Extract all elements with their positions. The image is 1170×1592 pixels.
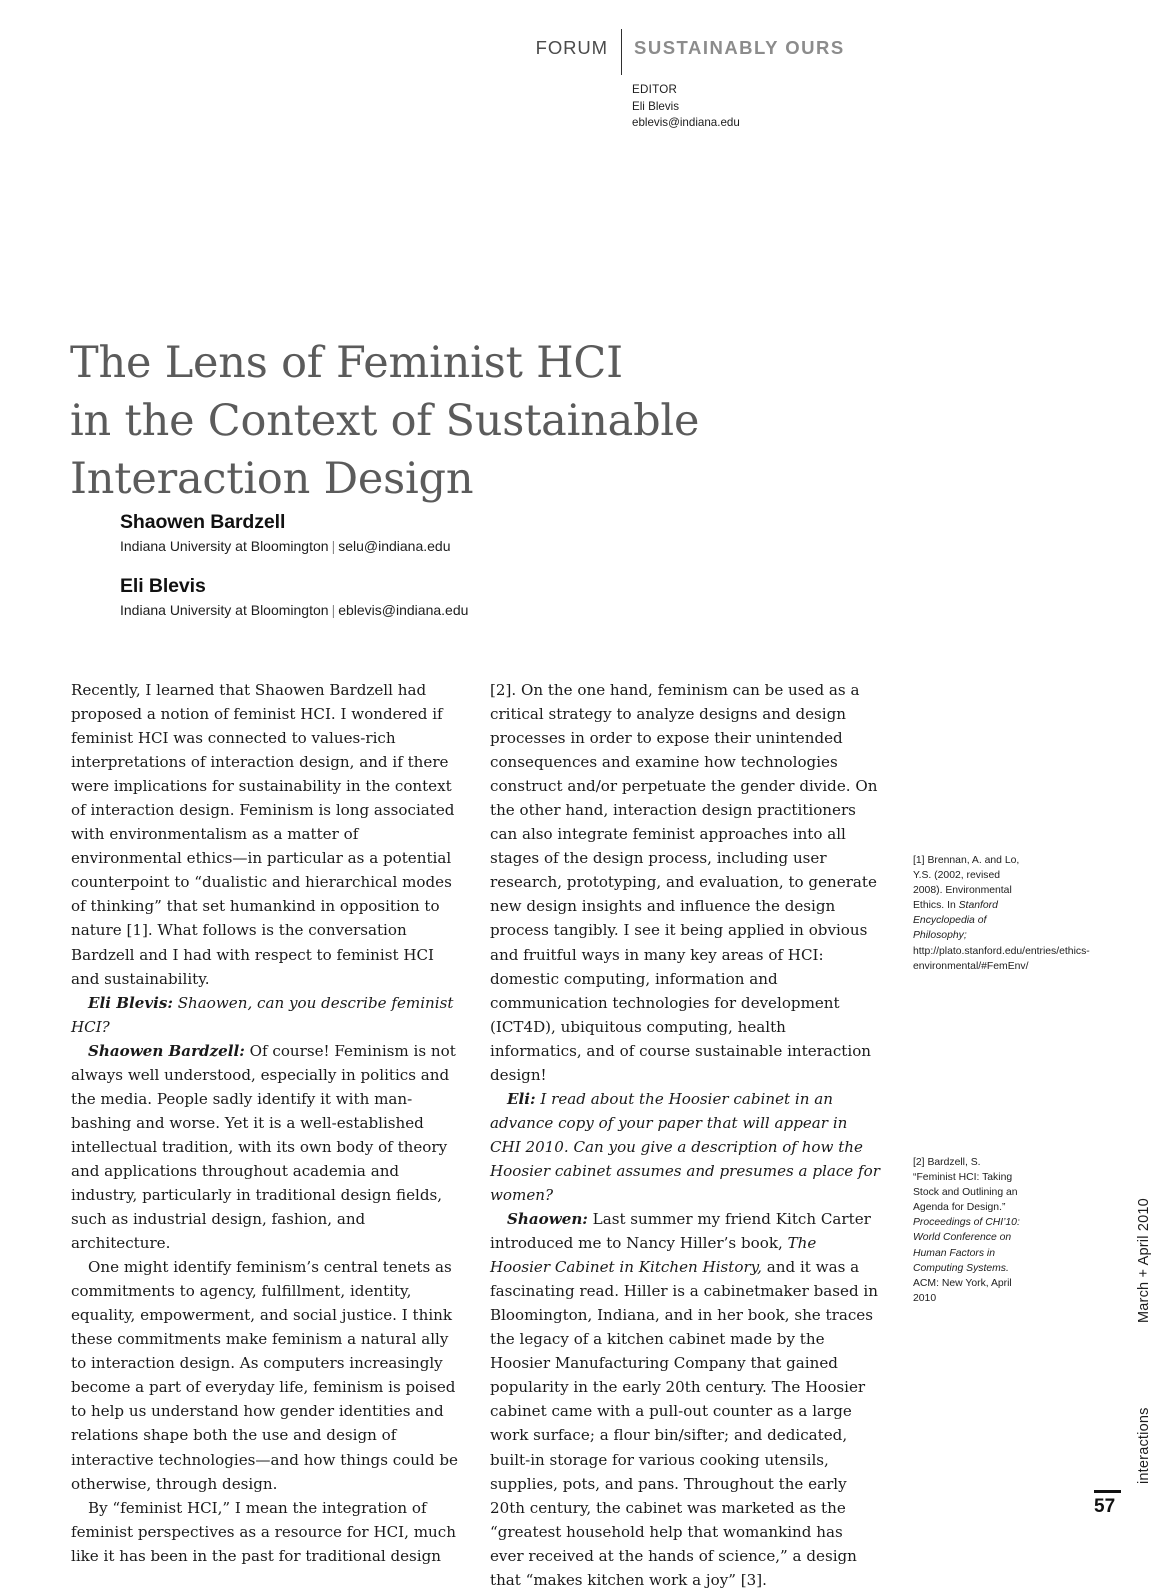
editor-email: eblevis@indiana.edu xyxy=(632,116,740,129)
reference-text: [2] Bardzell, S. “Feminist HCI: Taking Stock and Outlining an Agenda for Design.” xyxy=(913,1157,1018,1214)
paragraph: Recently, I learned that Shaowen Bardzell had proposed a notion of feminist HCI. I wondered if feminist HCI was connected to values-rich interpretations of interaction design, and if there were implications for sustainability in the context of interaction design. Feminism is long associated with environmentalism as a matter of environmental ethics—in particular as a potential counterpoint to “dualistic and hierarchical modes of thinking” that set humankind in opposition to nature [1]. What follows is the conversation Bardzell and I had with respect to feminist HCI and sustainability. xyxy=(71,681,455,988)
editor-block xyxy=(632,82,740,132)
dialogue-paragraph xyxy=(71,991,461,1039)
paragraph: One might identify feminism’s central tenets as commitments to agency, fulfillment, identity, equality, empowerment, and social justice. I think these commitments make feminism a natural ally to interaction design. As computers increasingly become a part of everyday life, feminism is poised to help us understand how gender identities and relations shape both the use and design of interactive technologies—and how things could be otherwise, through design. xyxy=(71,1258,458,1493)
paragraph-text: Shaowen, can you describe feminist HCI? xyxy=(71,993,454,1036)
dialogue-paragraph xyxy=(490,1087,880,1207)
reference-note xyxy=(913,853,1090,974)
paragraph: By “feminist HCI,” I mean the integration of feminist perspectives as a resource for HCI, much like it has been in the past for traditional design xyxy=(71,1498,456,1565)
page-header xyxy=(0,36,1170,68)
paragraph-text: Of course! Feminism is not always well understood, especially in politics and the media. People sadly identify it with man-bashing and worse. Yet it is a well-established intellectual tradition, with its own body of theory and applications throughout academia and industry, particularly in traditional design fields, such as industrial design, fashion, and architecture. xyxy=(71,1041,456,1253)
author-entry xyxy=(120,574,720,621)
reference-text: [1] Brennan, A. and Lo, Y.S. (2002, revised 2008). Environmental Ethics. In xyxy=(913,855,1020,912)
affiliation-text: Indiana University at Bloomington xyxy=(120,538,329,554)
author-affiliation xyxy=(120,535,720,557)
body-column-left xyxy=(71,678,461,1568)
paragraph-text: Last summer my friend Kitch Carter introduced me to Nancy Hiller’s book, xyxy=(490,1210,871,1253)
affiliation-text: Indiana University at Bloomington xyxy=(120,602,329,618)
paragraph-text: I read about the Hoosier cabinet in an advance copy of your paper that will appear in CHI 2010. Can you give a description of how the Hoosier cabinet assumes and presumes a place for women? xyxy=(490,1089,880,1204)
author-email: eblevis@indiana.edu xyxy=(338,602,469,618)
speaker-label: Eli: xyxy=(507,1089,536,1108)
header-divider xyxy=(621,29,622,75)
magazine-name-vertical: interactions xyxy=(1136,1407,1152,1484)
forum-label: FORUM xyxy=(535,37,608,58)
body-column-right xyxy=(490,678,880,1592)
reference-text: ACM: New York, April 2010 xyxy=(913,1277,1012,1304)
dialogue-paragraph xyxy=(71,1039,461,1255)
reference-text: http://plato.stanford.edu/entries/ethics-environmental/#FemEnv/ xyxy=(913,945,1090,972)
title-line-1: The Lens of Feminist HCI xyxy=(70,337,623,388)
dialogue-paragraph xyxy=(490,1207,880,1592)
affiliation-separator: | xyxy=(331,538,336,554)
section-title: SUSTAINABLY OURS xyxy=(634,37,845,58)
editor-label: EDITOR xyxy=(632,83,678,96)
title-line-3: Interaction Design xyxy=(70,453,474,504)
title-line-2: in the Context of Sustainable xyxy=(70,395,700,446)
paragraph-text: and it was a fascinating read. Hiller is a cabinetmaker based in Bloomington, Indiana, and in her book, she traces the legacy of a kitchen cabinet made by the Hoosier Manufacturing Company that gained popularity in the early 20th century. The Hoosier cabinet came with a pull-out counter as a large work surface; a flour bin/sifter; and dedicated, built-in storage for various cooking utensils, supplies, pots, and pans. Throughout the early 20th century, the cabinet was marketed as the “greatest household help that womankind has ever received at the hands of science,” a design that “makes kitchen work a joy” [3]. xyxy=(490,1258,878,1589)
editor-name: Eli Blevis xyxy=(632,99,680,113)
issue-date-vertical: March + April 2010 xyxy=(1136,1198,1152,1323)
speaker-label: Eli Blevis: xyxy=(88,993,173,1012)
reference-source-italic: Stanford Encyclopedia of Philosophy; xyxy=(913,900,998,942)
reference-note xyxy=(913,1155,1025,1306)
author-name: Eli Blevis xyxy=(120,575,206,597)
author-entry xyxy=(120,510,720,557)
author-name: Shaowen Bardzell xyxy=(120,511,286,533)
speaker-label: Shaowen: xyxy=(507,1210,588,1229)
author-affiliation xyxy=(120,599,720,621)
paragraph: [2]. On the one hand, feminism can be used as a critical strategy to analyze designs and design processes in order to expose their unintended consequences and examine how technologies construct and/or perpetuate the gender divide. On the other hand, interaction design practitioners can also integrate feminist approaches into all stages of the design process, including user research, prototyping, and evaluation, to generate new design insights and influence the design process tangibly. I see it being applied in obvious and fruitful ways in many key areas of HCI: domestic computing, information and communication technologies for development (ICT4D), ubiquitous computing, health informatics, and of course sustainable interaction design! xyxy=(490,681,878,1084)
book-title: The Hoosier Cabinet in Kitchen History, xyxy=(490,1234,817,1277)
page-number: 57 xyxy=(1094,1496,1116,1517)
affiliation-separator: | xyxy=(331,602,336,618)
reference-source-italic: Proceedings of CHI’10: World Conference on Human Factors in Computing Systems. xyxy=(913,1217,1020,1274)
page-number-rule xyxy=(1094,1490,1121,1493)
author-email: selu@indiana.edu xyxy=(338,538,451,554)
speaker-label: Shaowen Bardzell: xyxy=(88,1041,245,1060)
page-title xyxy=(70,334,900,508)
author-list xyxy=(120,510,720,638)
